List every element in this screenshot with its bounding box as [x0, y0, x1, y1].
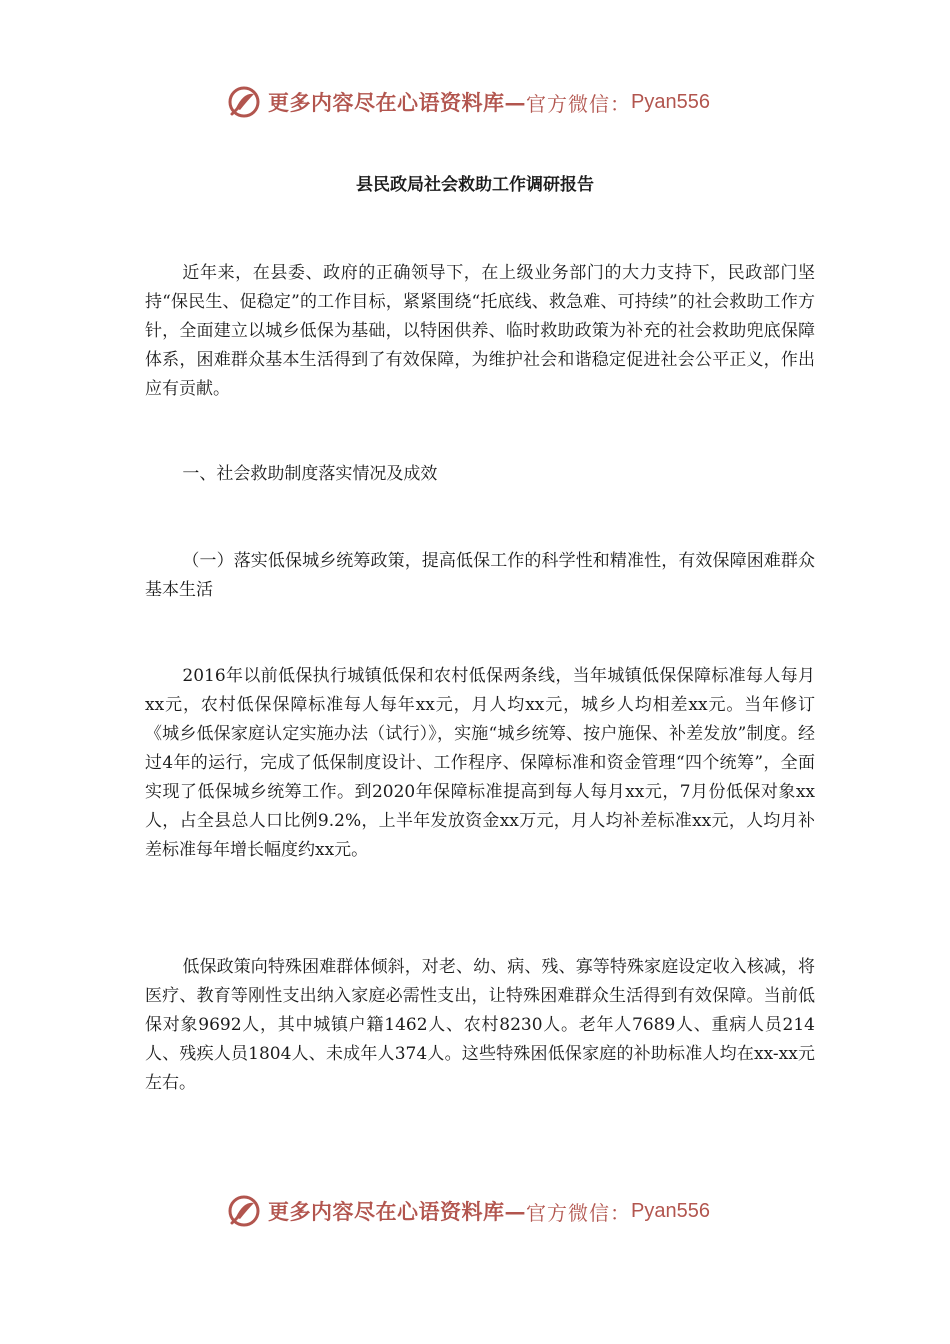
- body-paragraph: 低保政策向特殊困难群体倾斜，对老、幼、病、残、寡等特殊家庭设定收入核减，将医疗、教育等刚性支出纳入家庭必需性支出，让特殊困难群众生活得到有效保障。当前低保对象9692人，其中城镇户籍1462人、农村8230人。老年人7689人、重病人员214人、残疾人员1804人、未成年人374人。这些特殊困低保家庭的补助标准人均在xx-xx元左右。: [145, 957, 815, 1093]
- banner-wechat-label: 官方微信：: [526, 1200, 631, 1225]
- body-paragraph: 2016年以前低保执行城镇低保和农村低保两条线，当年城镇低保保障标准每人每月xx元，农村低保保障标准每人每年xx元，月人均xx元，城乡人均相差xx元。当年修订《城乡低保家庭认定实施办法（试行）》，实施“城乡统筹、按户施保、补差发放”制度。经过4年的运行，完成了低保制度设计、工作程序、保障标准和资金管理“四个统筹”，全面实现了低保城乡统筹工作。到2020年保障标准提高到每人每月xx元，7月份低保对象xx人，占全县总人口比例9.2%，上半年发放资金xx万元，月人均补差标准xx元，人均月补差标准每年增长幅度约xx元。: [145, 666, 815, 860]
- banner-wechat-id: Pyan556: [631, 1199, 710, 1222]
- subsection-heading: （一）落实低保城乡统筹政策，提高低保工作的科学性和精准性，有效保障困难群众基本生活: [145, 551, 815, 600]
- logo-icon: [226, 1193, 262, 1229]
- intro-paragraph: 近年来，在县委、政府的正确领导下，在上级业务部门的大力支持下，民政部门坚持“保民生、促稳定”的工作目标，紧紧围绕“托底线、救急难、可持续”的社会救助工作方针，全面建立以城乡低保为基础，以特困供养、临时救助政策为补充的社会救助兜底保障体系，困难群众基本生活得到了有效保障，为维护社会和谐稳定促进社会公平正义，作出应有贡献。: [145, 263, 815, 399]
- document-title: 县民政局社会救助工作调研报告: [356, 175, 594, 195]
- banner-text: 更多内容尽在心语资料库—: [268, 1199, 526, 1224]
- banner-wechat-label: 官方微信：: [526, 91, 631, 116]
- section-heading: 一、社会救助制度落实情况及成效: [182, 464, 438, 484]
- header-banner: [226, 82, 710, 122]
- logo-icon: [226, 84, 262, 120]
- footer-banner: [226, 1191, 710, 1231]
- banner-wechat-id: Pyan556: [631, 90, 710, 113]
- banner-text: 更多内容尽在心语资料库—: [268, 90, 526, 115]
